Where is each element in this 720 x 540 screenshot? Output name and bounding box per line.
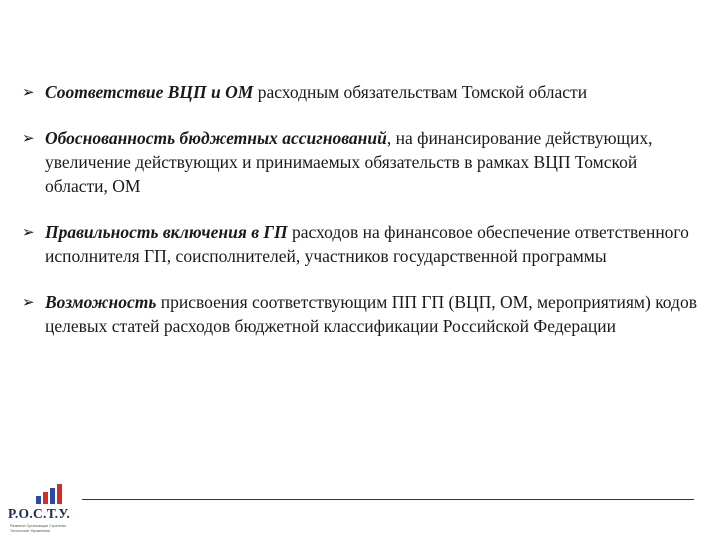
logo-bar <box>57 484 62 504</box>
bullet-lead: Правильность включения в ГП <box>45 222 288 242</box>
bullet-lead: Соответствие ВЦП и ОМ <box>45 82 254 102</box>
logo-bar <box>50 488 55 504</box>
logo-subtitle: Развитие Организации Стратегии Технологии Управления <box>10 524 67 533</box>
rostu-logo <box>8 482 82 538</box>
bullet-item <box>22 220 702 268</box>
bullet-text: расходным обязательствам Томской области <box>253 82 588 102</box>
bar-chart-logo-icon <box>34 482 68 506</box>
arrow-bullet-icon: ➢ <box>22 223 35 241</box>
logo-text: Р.О.С.Т.У. <box>8 506 71 521</box>
bullet-item <box>22 80 702 104</box>
logo-bar <box>36 496 41 504</box>
arrow-bullet-icon: ➢ <box>22 293 35 311</box>
bullet-item <box>22 126 702 198</box>
bullet-text: , на финансирование действующих, увеличение действующих и принимаемых обязательств в рамках ВЦП Томской области, ОМ <box>45 128 653 196</box>
bullet-text: присвоения соответствующим ПП ГП (ВЦП, ОМ, мероприятиям) кодов целевых статей расходов бюджетной классификации Российской Федерации <box>45 292 697 336</box>
logo-bar <box>43 492 48 504</box>
arrow-bullet-icon: ➢ <box>22 83 35 101</box>
bullet-list <box>22 80 702 360</box>
footer-divider <box>82 499 694 500</box>
bullet-lead: Обоснованность бюджетных ассигнований <box>45 128 387 148</box>
bullet-lead: Возможность <box>45 292 157 312</box>
bullet-item <box>22 290 702 338</box>
bullet-text: расходов на финансовое обеспечение ответственного исполнителя ГП, соисполнителей, участников государственной программы <box>45 222 689 266</box>
arrow-bullet-icon: ➢ <box>22 129 35 147</box>
